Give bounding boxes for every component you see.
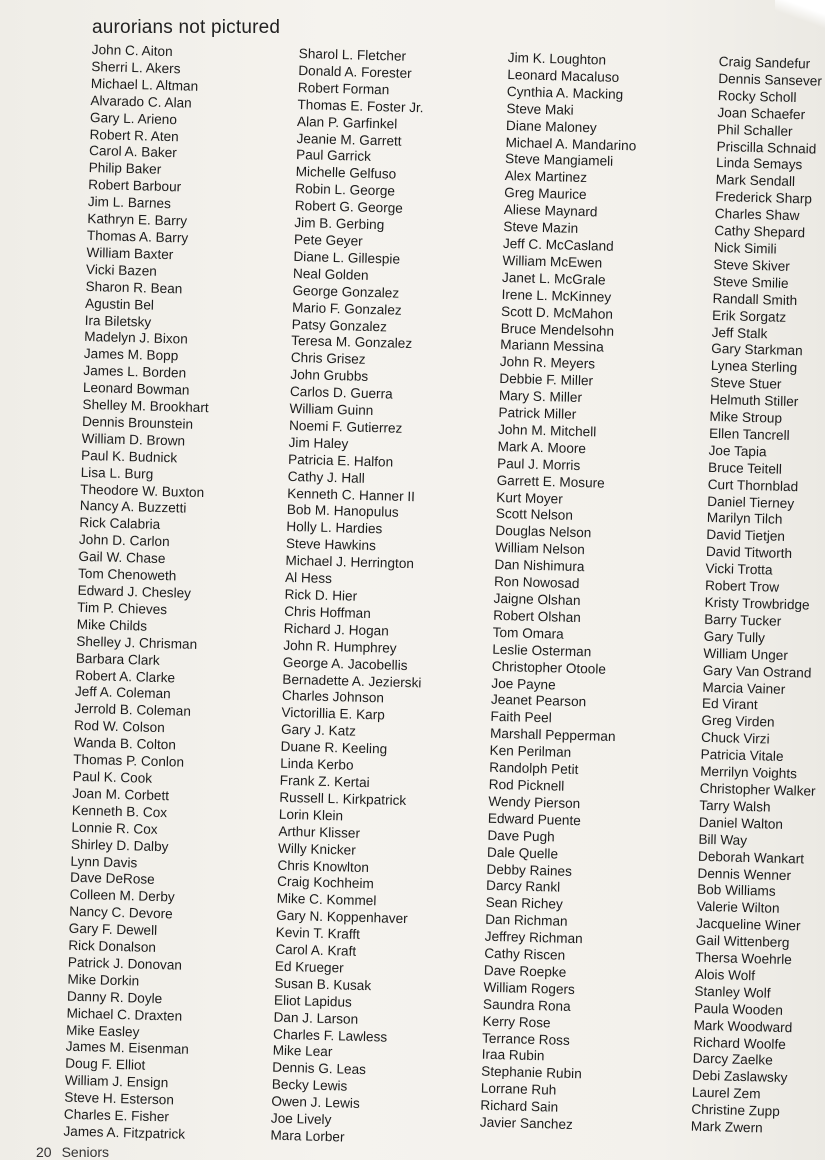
student-name: Dan J. Larson	[273, 1009, 359, 1027]
student-name: Daniel Walton	[698, 814, 784, 832]
torn-page-corner	[775, 0, 825, 30]
student-name: Jacqueline Winer	[696, 915, 801, 934]
student-name: Patrick Miller	[498, 404, 577, 422]
student-name: Terrance Ross	[481, 1030, 570, 1048]
student-name: Michael J. Herrington	[285, 553, 415, 572]
student-name: John C. Aiton	[91, 42, 173, 60]
student-name: Dave Pugh	[487, 827, 555, 845]
student-name: Ken Perilman	[489, 742, 572, 761]
student-name: Paul Garrick	[295, 147, 372, 165]
student-name: Bill Way	[698, 831, 748, 848]
student-name: Cathy J. Hall	[287, 468, 365, 486]
student-name: Jim B. Gerbing	[294, 215, 385, 233]
student-name: John Grubbs	[290, 367, 369, 385]
student-name: Charles E. Fisher	[63, 1106, 170, 1125]
student-name: Debi Zaslawsky	[692, 1068, 788, 1086]
student-name: Jeff A. Coleman	[74, 684, 171, 702]
student-name: Doug F. Elliot	[65, 1056, 146, 1074]
student-name: Priscilla Schnaid	[716, 138, 817, 157]
student-name: Kevin T. Krafft	[275, 924, 361, 943]
student-name: Thomas E. Foster Jr.	[297, 96, 424, 115]
student-name: Leonard Macaluso	[507, 66, 620, 85]
student-name: Sean Richey	[485, 895, 563, 913]
student-name: Gary J. Katz	[280, 722, 357, 739]
student-name: Shirley D. Dalby	[70, 836, 169, 854]
student-name: Kathryn E. Barry	[87, 211, 188, 229]
student-name: Alex Martinez	[504, 168, 588, 186]
student-name: Joan M. Corbett	[72, 785, 170, 804]
student-name: John M. Mitchell	[497, 421, 597, 440]
student-name: Al Hess	[284, 569, 333, 587]
student-name: Sharol L. Fletcher	[298, 46, 407, 64]
student-name: Robert Barbour	[88, 177, 182, 195]
student-name: Mike Lear	[272, 1043, 333, 1060]
student-name: Randall Smith	[712, 290, 798, 308]
student-name: Mark A. Moore	[497, 438, 587, 457]
student-name: Cathy Riscen	[484, 945, 566, 963]
student-name: Phil Schaller	[716, 121, 793, 139]
student-name: Marilyn Tilch	[706, 510, 783, 528]
student-name: Debbie F. Miller	[499, 371, 594, 389]
student-name: Robert R. Aten	[89, 126, 179, 144]
student-name: Stephanie Rubin	[481, 1064, 582, 1082]
student-name: Debby Raines	[486, 861, 573, 879]
student-name: Edward J. Chesley	[77, 582, 192, 601]
student-name: Jeff C. McCasland	[502, 235, 614, 254]
student-name: Charles Johnson	[281, 688, 385, 706]
student-name: Ellen Tancrell	[708, 425, 790, 443]
student-name: Kenneth B. Cox	[71, 802, 168, 821]
student-name: Rocky Scholl	[717, 87, 797, 105]
student-name: Mike Dorkin	[67, 971, 140, 989]
student-name: Nick Simili	[713, 239, 777, 257]
student-name: Steve Mangiameli	[504, 151, 614, 170]
student-name: Neal Golden	[292, 265, 369, 283]
student-name: Kurt Moyer	[496, 489, 563, 507]
student-name: Colleen M. Derby	[69, 887, 175, 905]
student-name: Ed Krueger	[274, 958, 344, 976]
student-name: Michael C. Draxten	[66, 1005, 183, 1024]
student-name: Charles F. Lawless	[272, 1026, 388, 1045]
student-name: Thomas A. Barry	[86, 227, 189, 246]
student-name: Jaigne Olshan	[493, 590, 581, 609]
student-name: Lorrane Ruh	[480, 1080, 557, 1098]
student-name: George Gonzalez	[292, 282, 400, 301]
student-name: Randolph Petit	[489, 759, 579, 778]
student-name: Steve Mazin	[503, 219, 579, 236]
student-name: Faith Peel	[490, 709, 552, 726]
student-name: Jerrold B. Coleman	[74, 701, 192, 720]
student-name: Marshall Pepperman	[489, 726, 616, 745]
student-name: Alois Wolf	[694, 966, 756, 984]
student-name: Aliese Maynard	[503, 202, 598, 220]
student-name: Joe Lively	[270, 1110, 332, 1128]
student-name: Gary N. Koppenhaver	[276, 907, 408, 927]
student-name: William Rogers	[483, 979, 576, 997]
student-name: Ron Nowosad	[493, 573, 580, 592]
student-name: Alan P. Garfinkel	[296, 113, 398, 132]
student-name: Rick D. Hier	[284, 586, 358, 604]
student-name: Noemi F. Gutierrez	[288, 417, 403, 436]
student-name: Joan Schaefer	[717, 104, 806, 122]
student-name: Mark Zwern	[690, 1118, 763, 1136]
student-name: William Unger	[703, 645, 789, 663]
student-name: John R. Meyers	[499, 354, 596, 372]
student-name: Steve Stuer	[710, 375, 782, 392]
student-name: Steve Skiver	[713, 256, 790, 274]
student-name: Michael A. Mandarino	[505, 134, 637, 153]
student-name: Robin L. George	[295, 181, 396, 199]
names-column-3	[480, 50, 639, 1135]
student-name: John D. Carlon	[78, 532, 170, 550]
student-name: Rod W. Colson	[73, 718, 165, 736]
student-name: Saundra Rona	[482, 996, 571, 1014]
student-name: Michelle Gelfuso	[295, 164, 397, 182]
student-name: Bruce Mendelsohn	[500, 320, 615, 339]
student-name: Lynea Sterling	[710, 358, 798, 376]
student-name: Becky Lewis	[271, 1076, 348, 1094]
student-name: Greg Maurice	[504, 185, 587, 203]
student-name: Dennis G. Leas	[272, 1060, 367, 1078]
student-name: Leonard Bowman	[82, 380, 190, 398]
student-name: Patricia E. Halfon	[287, 451, 394, 470]
student-name: Thersa Woehrle	[695, 949, 792, 968]
student-name: David Titworth	[705, 544, 793, 562]
student-name: Christopher Walker	[699, 780, 816, 799]
student-name: Eliot Lapidus	[273, 992, 353, 1010]
student-name: Darcy Zaelke	[692, 1051, 773, 1069]
student-name: Cynthia A. Macking	[506, 83, 624, 102]
student-name: George A. Jacobellis	[282, 654, 408, 673]
student-name: Jeanie M. Garrett	[296, 130, 402, 149]
student-name: Rod Picknell	[488, 776, 565, 794]
student-name: John R. Humphrey	[283, 637, 397, 656]
student-name: Wendy Pierson	[488, 793, 581, 812]
student-name: Lisa L. Burg	[80, 464, 154, 482]
student-name: Dan Richman	[485, 911, 568, 930]
student-name: Dennis Brounstein	[81, 413, 194, 432]
student-name: Bruce Teitell	[707, 459, 783, 477]
student-name: Nancy C. Devore	[69, 903, 173, 922]
student-name: Steve Maki	[506, 100, 574, 118]
student-name: Carlos D. Guerra	[289, 384, 393, 402]
student-name: Richard Woolfe	[692, 1034, 786, 1052]
student-name: Chris Hoffman	[284, 603, 372, 621]
section-label: Seniors	[61, 1144, 110, 1160]
student-name: Dennis Sansever	[718, 70, 823, 89]
student-name: James M. Eisenman	[65, 1039, 189, 1058]
student-name: Nancy A. Buzzetti	[79, 498, 187, 517]
student-name: Vicki Bazen	[85, 261, 158, 279]
student-name: Alvarado C. Alan	[90, 92, 192, 111]
student-name: William Baxter	[86, 244, 174, 263]
student-name: Pete Geyer	[293, 231, 363, 249]
student-name: Jim Haley	[288, 434, 349, 452]
student-name: Charles Shaw	[714, 206, 800, 224]
student-name: Irene L. McKinney	[501, 286, 612, 305]
student-name: Kenneth C. Hanner II	[287, 485, 416, 504]
student-name: Ed Virant	[701, 696, 758, 713]
student-name: Theodore W. Buxton	[80, 481, 205, 500]
student-name: David Tietjen	[706, 527, 786, 545]
student-name: Mara Lorber	[270, 1127, 345, 1145]
student-name: Christine Zupp	[691, 1101, 780, 1120]
student-name: Joe Payne	[491, 675, 556, 692]
student-name: Paul J. Morris	[496, 455, 581, 473]
student-name: Willy Knicker	[277, 840, 356, 858]
student-name: Jeff Stalk	[711, 324, 768, 341]
student-name: Laurel Zem	[691, 1084, 761, 1102]
student-name: Madelyn J. Bixon	[84, 329, 188, 348]
student-name: Patricia Vitale	[700, 746, 784, 765]
student-name: Dan Nishimura	[494, 557, 585, 575]
student-name: Carol A. Baker	[88, 143, 177, 161]
student-name: James L. Borden	[83, 363, 187, 381]
student-name: Merrilyn Voights	[700, 763, 798, 782]
student-name: Vicki Trotta	[705, 561, 773, 578]
student-name: Tom Chenoweth	[77, 565, 177, 584]
student-name: Sharon R. Bean	[85, 278, 183, 297]
student-name: Barbara Clark	[75, 650, 160, 668]
student-name: William D. Brown	[81, 430, 186, 449]
student-name: Barry Tucker	[704, 611, 782, 629]
student-name: Gary L. Arieno	[89, 109, 178, 127]
student-name: Deborah Wankart	[697, 848, 805, 867]
student-name: Cathy Shepard	[714, 223, 806, 241]
student-name: Mary S. Miller	[498, 388, 583, 406]
student-name: Robert Forman	[297, 79, 390, 98]
student-name: Paul K. Cook	[72, 768, 153, 786]
student-name: Darcy Rankl	[485, 878, 561, 896]
student-name: Mariann Messina	[500, 337, 604, 356]
student-name: Craig Kochheim	[276, 874, 375, 892]
student-name: Shelley M. Brookhart	[82, 396, 209, 416]
student-name: Richard J. Hogan	[283, 620, 389, 639]
student-name: Bernadette A. Jezierski	[282, 671, 422, 690]
student-name: James M. Bopp	[83, 346, 179, 364]
names-column-2	[270, 46, 438, 1148]
student-name: Craig Sandefur	[718, 54, 811, 72]
page-number: 20	[36, 1144, 52, 1160]
student-name: Chris Grisez	[290, 350, 366, 368]
student-name: Carol A. Kraft	[275, 941, 357, 959]
student-name: Dennis Wenner	[697, 865, 792, 883]
student-name: Gail W. Chase	[78, 549, 166, 567]
student-name: Paula Wooden	[693, 1000, 784, 1018]
student-name: Owen J. Lewis	[271, 1093, 360, 1112]
student-name: Iraa Rubin	[481, 1047, 545, 1064]
student-name: Kerry Rose	[482, 1013, 551, 1031]
student-name: William J. Ensign	[64, 1072, 169, 1091]
student-name: Jim L. Barnes	[87, 194, 172, 212]
student-name: Garrett E. Mosure	[496, 472, 605, 491]
student-name: Christopher Otoole	[491, 658, 607, 677]
student-name: Scott D. McMahon	[500, 303, 614, 322]
student-name: Robert G. George	[294, 198, 404, 216]
student-name: Diane Maloney	[505, 117, 597, 135]
student-name: Frank Z. Kertai	[279, 772, 370, 791]
student-name: Russell L. Kirkpatrick	[279, 789, 407, 808]
student-name: Ira Biletsky	[84, 312, 152, 330]
page-footer	[36, 1144, 119, 1160]
student-name: Daniel Tierney	[707, 493, 795, 511]
student-name: Shelley J. Chrisman	[76, 633, 198, 652]
student-name: Greg Virden	[701, 713, 775, 731]
student-name: Wanda B. Colton	[73, 734, 177, 753]
student-name: Victorillia E. Karp	[281, 705, 385, 723]
student-name: Rick Calabria	[79, 515, 161, 533]
student-name: Curt Thornblad	[707, 476, 799, 494]
student-name: Linda Kerbo	[280, 755, 354, 773]
student-name: Jeffrey Richman	[484, 928, 583, 947]
student-name: Dale Quelle	[486, 844, 559, 862]
student-name: Holly L. Hardies	[286, 519, 383, 537]
student-name: Javier Sanchez	[479, 1114, 574, 1133]
student-name: Mark Woodward	[693, 1017, 793, 1035]
student-name: Thomas P. Conlon	[73, 751, 185, 770]
student-name: Patrick J. Donovan	[67, 954, 183, 973]
student-name: Gary Tully	[703, 628, 766, 646]
names-column-1	[63, 42, 218, 1144]
student-name: Janet L. McGrale	[501, 269, 606, 288]
student-name: Jim K. Loughton	[507, 50, 607, 68]
student-name: Paul K. Budnick	[80, 447, 178, 466]
student-name: Michael L. Altman	[90, 75, 199, 94]
student-name: Bob M. Hanopulus	[286, 502, 399, 521]
student-name: Dave Roepke	[483, 962, 567, 980]
student-name: William Guinn	[289, 400, 374, 419]
student-name: Lonnie R. Cox	[71, 819, 158, 837]
student-name: Stanley Wolf	[694, 983, 771, 1001]
student-name: Teresa M. Gonzalez	[291, 333, 413, 352]
student-name: Chuck Virzi	[700, 730, 770, 747]
student-name: Mario F. Gonzalez	[291, 299, 402, 318]
student-name: Helmuth Stiller	[709, 392, 799, 410]
student-name: Sherri L. Akers	[91, 58, 181, 77]
student-name: Donald A. Forester	[298, 62, 412, 81]
student-name: Philip Baker	[88, 160, 162, 178]
student-name: Linda Semays	[715, 155, 803, 173]
student-name: Bob Williams	[696, 882, 776, 900]
student-name: Douglas Nelson	[495, 523, 592, 541]
student-name: Leslie Osterman	[492, 641, 592, 660]
student-name: Arthur Klisser	[278, 823, 361, 841]
student-name: Rick Donalson	[68, 937, 157, 956]
student-name: Mike Easley	[65, 1022, 140, 1040]
student-name: Mike C. Kommel	[276, 891, 377, 909]
student-name: Frederick Sharp	[715, 189, 813, 207]
student-name: Scott Nelson	[495, 506, 574, 524]
student-name: Lorin Klein	[278, 806, 344, 824]
student-name: Mike Stroup	[709, 408, 783, 426]
student-name: Gary Starkman	[711, 341, 803, 359]
student-name: Mark Sendall	[715, 172, 796, 190]
student-name: Richard Sain	[480, 1097, 559, 1115]
student-name: Tom Omara	[492, 624, 564, 642]
student-name: Diane L. Gillespie	[293, 248, 401, 267]
student-name: Chris Knowlton	[277, 857, 370, 875]
student-name: Robert Olshan	[493, 607, 582, 626]
student-name: Steve H. Esterson	[64, 1089, 175, 1108]
student-name: Patsy Gonzalez	[291, 316, 388, 334]
student-name: Marcia Vainer	[702, 679, 786, 697]
student-name: Steve Smilie	[712, 273, 789, 291]
student-name: Lynn Davis	[70, 853, 138, 870]
student-name: Jeanet Pearson	[490, 692, 587, 710]
student-name: Tim P. Chieves	[77, 599, 168, 618]
student-name: Kristy Trowbridge	[704, 594, 810, 613]
names-column-4	[691, 54, 825, 1139]
student-name: Danny R. Doyle	[66, 988, 163, 1006]
student-name: Edward Puente	[487, 810, 582, 828]
page-title: aurorians not pictured	[92, 17, 281, 38]
student-name: Gary F. Dewell	[68, 920, 158, 939]
student-name: Agustin Bel	[84, 295, 155, 313]
student-name: Steve Hawkins	[285, 536, 377, 554]
student-name: Tarry Walsh	[699, 797, 771, 815]
student-name: William McEwen	[502, 252, 603, 271]
student-name: Dave DeRose	[69, 870, 155, 888]
student-name: Gail Wittenberg	[695, 932, 790, 951]
student-name: Mike Childs	[76, 616, 148, 634]
student-name: James A. Fitzpatrick	[63, 1123, 186, 1142]
student-name: Susan B. Kusak	[274, 975, 372, 994]
student-name: Duane R. Keeling	[280, 738, 388, 757]
student-name: Robert A. Clarke	[75, 667, 176, 685]
student-name: Erik Sorgatz	[711, 307, 787, 325]
student-name: William Nelson	[494, 540, 586, 558]
student-name: Gary Van Ostrand	[702, 662, 812, 681]
student-name: Valerie Wilton	[696, 899, 780, 917]
student-name: Joe Tapia	[708, 442, 767, 460]
student-name: Robert Trow	[704, 577, 780, 595]
